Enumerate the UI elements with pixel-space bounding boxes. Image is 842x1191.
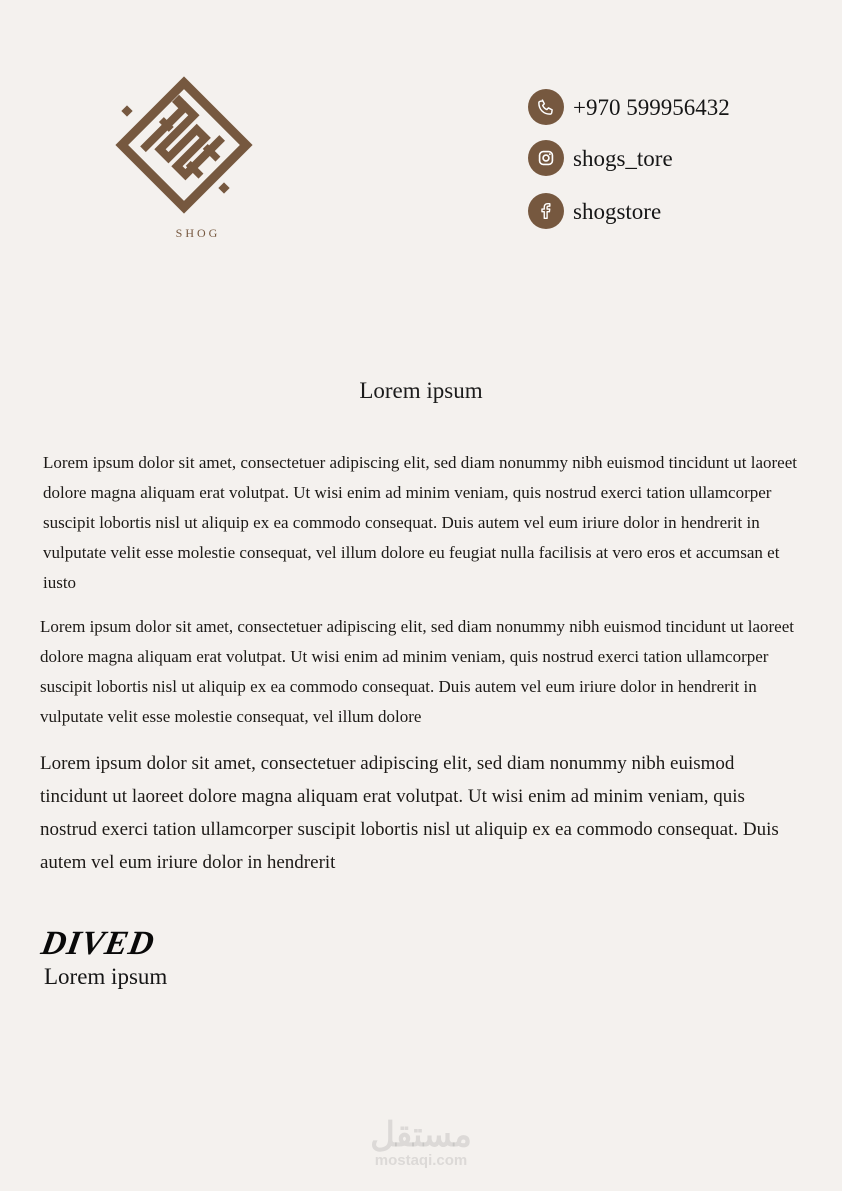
paragraph-2: Lorem ipsum dolor sit amet, consectetuer adipiscing elit, sed diam nonummy nibh euismod tincidunt ut laoreet dolore magna aliquam erat volutpat. Ut wisi enim ad minim veniam, quis nostrud exerci tation ullamcorper suscipit lobortis nisl ut aliquip ex ea commodo consequat. Duis autem vel eum iriure dolor in hendrerit in vulputate velit esse molestie consequat, vel illum dolore: [40, 617, 794, 726]
watermark: [0, 1118, 842, 1168]
contact-facebook: [528, 192, 748, 230]
signature-name: Lorem ipsum: [44, 964, 168, 989]
facebook-icon: [528, 193, 564, 229]
paragraph-3: Lorem ipsum dolor sit amet, consectetuer adipiscing elit, sed diam nonummy nibh euismod tincidunt ut laoreet dolore magna aliquam erat volutpat. Ut wisi enim ad minim veniam, quis nostrud exerci tation ullamcorper suscipit lobortis nisl ut aliquip ex ea commodo consequat. Duis autem vel eum iriure dolor in hendrerit: [40, 753, 779, 873]
instagram-icon: [528, 140, 564, 176]
phone-number: +970 599956432: [573, 94, 730, 120]
phone-icon: [528, 89, 564, 125]
contact-phone: [528, 88, 748, 126]
paragraph-1: Lorem ipsum dolor sit amet, consectetuer adipiscing elit, sed diam nonummy nibh euismod tincidunt ut laoreet dolore magna aliquam erat volutpat. Ut wisi enim ad minim veniam, quis nostrud exerci tation ullamcorper suscipit lobortis nisl ut aliquip ex ea commodo consequat. Duis autem vel eum iriure dolor in hendrerit in vulputate velit esse molestie consequat, vel illum dolore eu feugiat nulla facilisis at vero eros et accumsan et iusto: [43, 453, 797, 592]
watermark-site: mostaqi.com: [374, 1152, 468, 1169]
brand-logo-text: SHOG: [175, 226, 221, 240]
contact-instagram: [528, 139, 748, 177]
shog-logo-icon: [108, 70, 260, 220]
watermark-arabic: مستقل: [370, 1116, 472, 1154]
facebook-handle: shogstore: [573, 198, 662, 224]
document-title: Lorem ipsum: [359, 378, 483, 403]
brand-logo: [108, 70, 260, 248]
signature-mark: DIVED: [38, 925, 158, 962]
instagram-handle: shogs_tore: [573, 145, 673, 171]
